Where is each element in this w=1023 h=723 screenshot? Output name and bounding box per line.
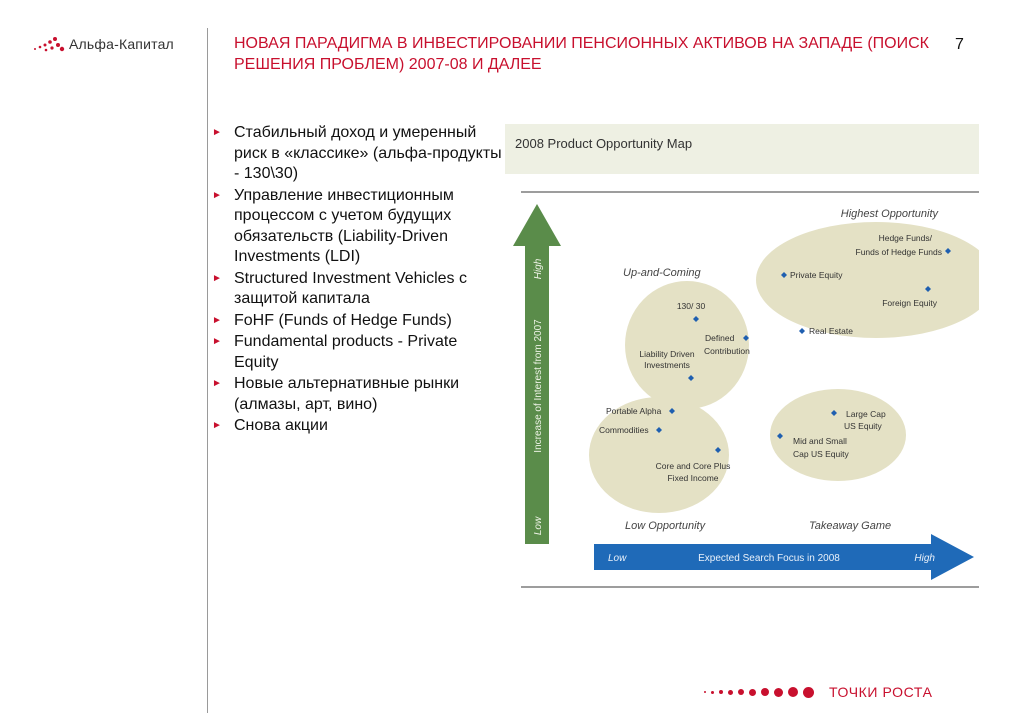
quadrant-low-opportunity: Low Opportunity	[625, 520, 706, 532]
label-private-equity: Private Equity	[790, 270, 843, 280]
label-130-30: 130/ 30	[676, 301, 706, 311]
label-real-estate: Real Estate	[809, 326, 853, 336]
page-title: НОВАЯ ПАРАДИГМА В ИНВЕСТИРОВАНИИ ПЕНСИОННЫХ АКТИВОВ НА ЗАПАДЕ (ПОИСК РЕШЕНИЯ ПРОБЛЕМ) 2007-08 И ДАЛЕЕ	[234, 35, 929, 73]
bullet-text: Новые альтернативные рынки (алмазы, арт, вино)	[234, 375, 460, 413]
quadrant-takeaway-game: Takeaway Game	[809, 520, 892, 532]
bullet-marker-icon: ►	[212, 272, 222, 284]
label-commodities: Commodities	[599, 425, 649, 435]
footer-dot-icon	[788, 687, 798, 697]
logo-text: Альфа-Капитал	[69, 36, 174, 52]
bullet-item	[212, 374, 502, 415]
footer-growth-points	[704, 682, 933, 702]
quadrant-up-and-coming: Up-and-Coming	[623, 267, 701, 279]
y-axis-label: Increase of Interest from 2007	[533, 319, 544, 453]
label-hedge-funds-2: Funds of Hedge Funds	[855, 247, 942, 257]
bullet-text: Structured Investment Vehicles с защитой капитала	[234, 269, 467, 307]
footer-dot-icon	[803, 687, 814, 698]
footer-dot-icon	[711, 691, 714, 694]
bullet-item	[212, 416, 502, 437]
bullet-marker-icon: ►	[212, 336, 222, 347]
label-hedge-funds-1: Hedge Funds/	[878, 233, 932, 243]
footer-text: ТОЧКИ РОСТА	[829, 684, 933, 700]
footer-dot-icon	[749, 689, 756, 696]
company-logo	[33, 33, 174, 55]
ellipse-takeaway-game	[770, 389, 906, 481]
bullet-marker-icon: ►	[212, 378, 222, 389]
bullet-marker-icon: ►	[212, 189, 222, 201]
footer-dot-icon	[738, 689, 744, 695]
bullet-text: FoHF (Funds of Hedge Funds)	[234, 311, 452, 329]
bullet-text: Снова акции	[234, 417, 328, 434]
bullet-marker-icon: ►	[212, 314, 222, 326]
opportunity-map	[505, 124, 979, 592]
footer-dot-icon	[704, 691, 706, 693]
label-ldi-1: Liability Driven	[639, 349, 695, 359]
bullet-text: Стабильный доход и умеренный риск в «классике» (альфа-продукты - 130\30)	[234, 124, 502, 182]
footer-dot-icon	[728, 690, 733, 695]
bullet-marker-icon: ►	[212, 420, 222, 431]
label-core-1: Core and Core Plus	[655, 461, 731, 471]
bullet-text: Fundamental products - Private Equity	[234, 333, 458, 371]
y-axis-high: High	[533, 258, 544, 280]
vertical-divider	[207, 28, 208, 713]
label-mid-small-2: Cap US Equity	[793, 449, 849, 459]
y-axis-low: Low	[533, 516, 544, 536]
diamond-real-estate	[799, 328, 805, 334]
ellipse-highest-opportunity	[756, 222, 979, 338]
footer-dot-icon	[774, 688, 783, 697]
bullet-item	[212, 186, 502, 268]
x-axis-high: High	[914, 553, 935, 564]
bullet-list	[212, 123, 502, 438]
label-large-cap-1: Large Cap	[846, 409, 886, 419]
bullet-item	[212, 311, 502, 332]
bullet-item	[212, 123, 502, 185]
bullet-text: Управление инвестиционным процессом с учетом будущих обязательств (Liability-Driven Investments (LDI)	[234, 186, 454, 265]
label-defined-1: Defined	[705, 333, 735, 343]
footer-dot-icon	[761, 688, 769, 696]
x-axis-low: Low	[608, 553, 627, 564]
x-axis-label: Expected Search Focus in 2008	[698, 553, 840, 564]
figure-title: 2008 Product Opportunity Map	[515, 136, 693, 151]
page-number: 7	[955, 36, 964, 53]
bullet-marker-icon: ►	[212, 127, 222, 138]
opportunity-map-figure	[505, 124, 979, 592]
label-portable-alpha: Portable Alpha	[606, 406, 662, 416]
bullet-item	[212, 269, 502, 310]
label-ldi-2: Investments	[644, 360, 690, 370]
logo-dots-icon	[33, 36, 65, 52]
quadrant-highest-opportunity: Highest Opportunity	[840, 208, 938, 220]
label-large-cap-2: US Equity	[844, 421, 882, 431]
label-mid-small-1: Mid and Small	[793, 436, 847, 446]
label-core-2: Fixed Income	[667, 473, 719, 483]
bullet-item	[212, 332, 502, 373]
footer-dot-icon	[719, 690, 723, 694]
label-defined-2: Contribution	[704, 346, 750, 356]
label-foreign-equity: Foreign Equity	[882, 298, 937, 308]
